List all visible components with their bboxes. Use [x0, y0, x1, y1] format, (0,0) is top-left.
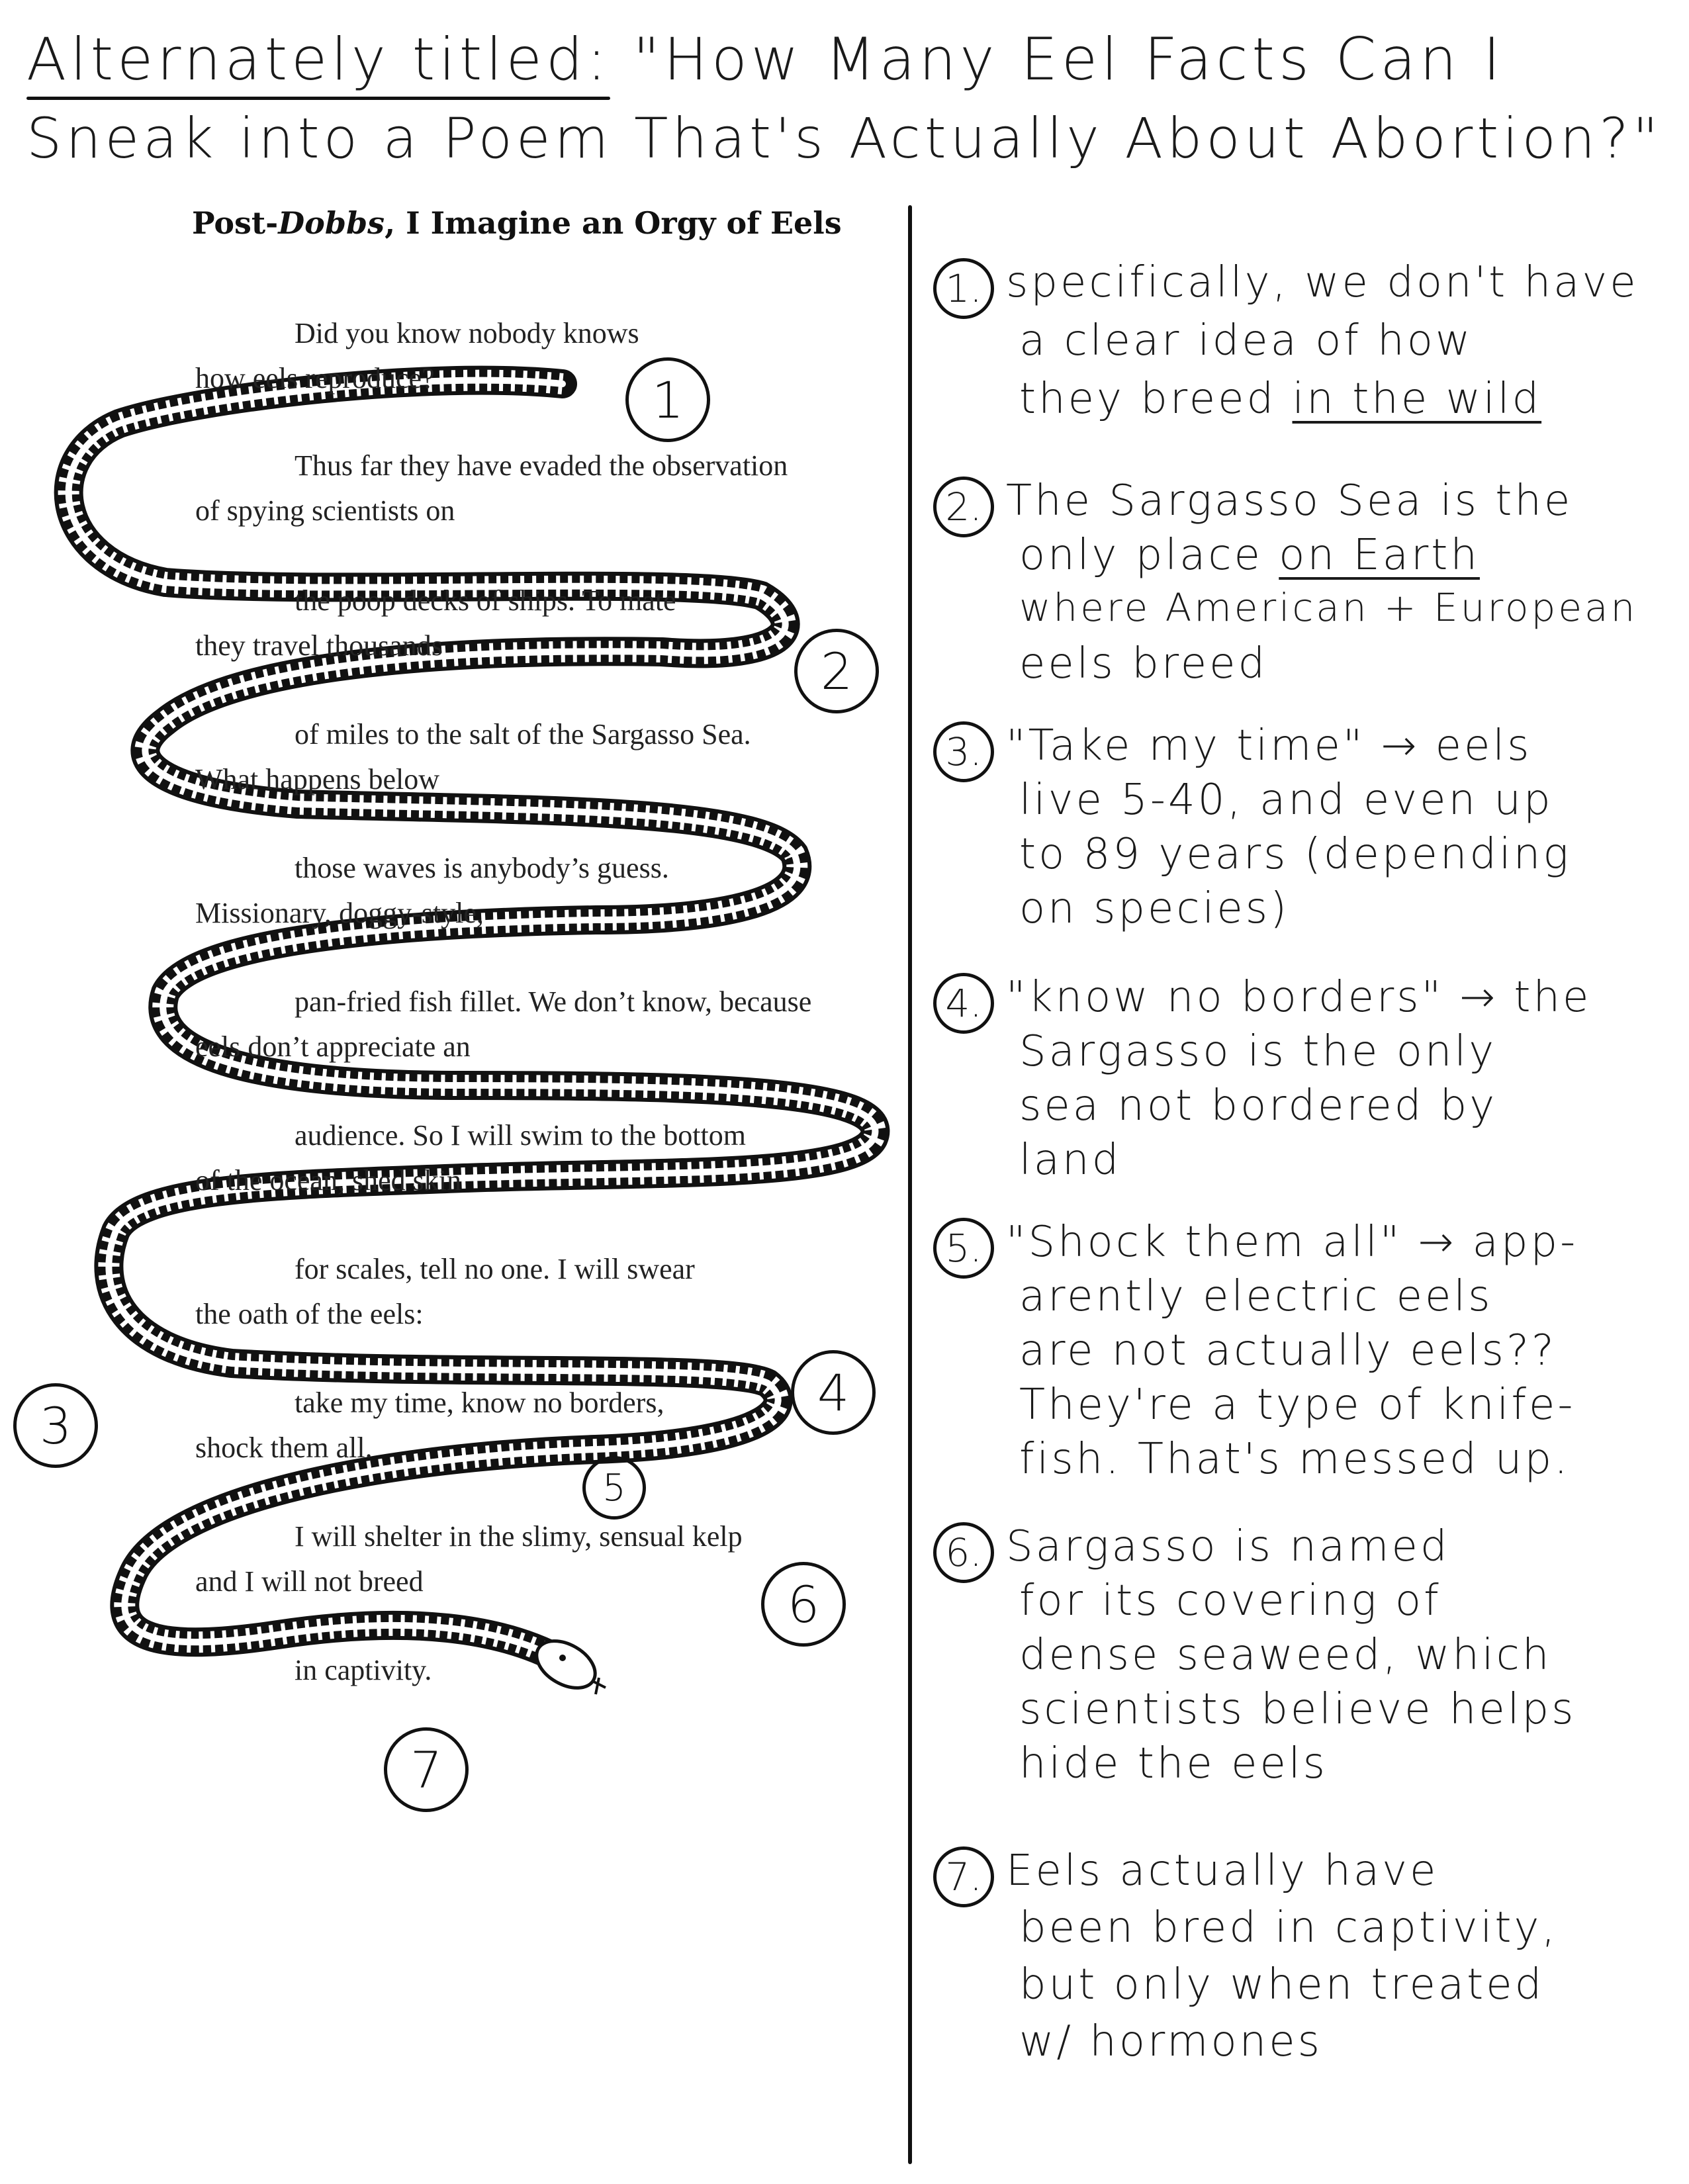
eel-inner-band — [69, 381, 876, 1661]
marker-7: 7 — [384, 1727, 469, 1812]
note-line: Eels actually have — [1006, 1846, 1439, 1895]
poem-line: they travel thousands — [195, 629, 443, 662]
poem-line: take my time, know no borders, — [295, 1387, 664, 1419]
note-line: live 5-40, and even up — [1019, 776, 1553, 825]
note-number: 7. — [933, 1846, 994, 1907]
header-line-2: Sneak into a Poem That's Actually About Abortion?" — [26, 106, 1663, 171]
eel-head — [528, 1631, 606, 1698]
poem-line: pan-fried fish fillet. We don’t know, because — [295, 985, 812, 1018]
poem-line: the oath of the eels: — [195, 1298, 424, 1330]
poem-line: how eels reproduce? — [195, 362, 435, 394]
note-line: dense seaweed, which — [1019, 1631, 1552, 1680]
note-line: "Shock them all" → app- — [1006, 1218, 1578, 1267]
marker-1: 1 — [625, 357, 710, 442]
note-line: land — [1019, 1136, 1122, 1185]
note-line: eels breed — [1019, 639, 1268, 688]
poem-line: of miles to the salt of the Sargasso Sea. — [295, 718, 751, 751]
poem-line: in captivity. — [295, 1654, 432, 1686]
note-number: 2. — [933, 477, 994, 537]
marker-6: 6 — [761, 1562, 846, 1647]
note-number: 3. — [933, 721, 994, 782]
poem-line: audience. So I will swim to the bottom — [295, 1119, 746, 1152]
poem-line: Missionary, doggy-style, — [195, 897, 484, 929]
note-line: scientists believe helps — [1019, 1685, 1576, 1734]
note-line: fish. That's messed up. — [1019, 1435, 1571, 1484]
note-line: w/ hormones — [1019, 2017, 1322, 2066]
note-line: The Sargasso Sea is the — [1006, 477, 1573, 525]
note-line: are not actually eels?? — [1019, 1326, 1557, 1375]
header-title-part-1: "How Many Eel Facts Can I — [633, 25, 1504, 93]
poem-line: those waves is anybody’s guess. — [295, 852, 669, 884]
note-line: hide the eels — [1019, 1739, 1328, 1788]
poem-line: for scales, tell no one. I will swear — [295, 1253, 695, 1285]
note-line: for its covering of — [1019, 1576, 1441, 1625]
note-line: specifically, we don't have — [1006, 258, 1639, 307]
note-line: Sargasso is named — [1006, 1522, 1450, 1571]
poem-title: Post-Dobbs, I Imagine an Orgy of Eels — [192, 205, 842, 241]
note-number: 5. — [933, 1218, 994, 1279]
marker-4: 4 — [791, 1350, 876, 1435]
note-line: on species) — [1019, 884, 1290, 933]
marker-5: 5 — [582, 1456, 646, 1520]
poem-line: of the ocean, shed skin — [195, 1164, 461, 1197]
poem-line: shock them all. — [195, 1432, 373, 1464]
note-number: 1. — [933, 258, 994, 319]
poem-line: Did you know nobody knows — [295, 317, 639, 349]
note-line: sea not bordered by — [1019, 1081, 1498, 1130]
note-line: a clear idea of how — [1019, 316, 1473, 365]
eel-stripe-fill — [69, 381, 876, 1661]
underlined-phrase: on Earth — [1279, 531, 1480, 580]
note-line: They're a type of knife- — [1019, 1381, 1576, 1430]
note-line: been bred in captivity, — [1019, 1903, 1558, 1952]
note-number: 4. — [933, 973, 994, 1034]
underlined-phrase: in the wild — [1292, 375, 1542, 424]
poem-line: Thus far they have evaded the observation — [295, 449, 788, 482]
note-line: Sargasso is the only — [1019, 1027, 1497, 1076]
note-line: they breed in the wild — [1019, 375, 1542, 424]
poem-line: eels don’t appreciate an — [195, 1030, 471, 1063]
poem-line: the poop decks of ships. To mate — [295, 584, 676, 617]
marker-2: 2 — [794, 629, 879, 713]
note-line: "know no borders" → the — [1006, 973, 1592, 1022]
poem-line: What happens below — [195, 763, 439, 796]
note-line: but only when treated — [1019, 1960, 1545, 2009]
poem-line: I will shelter in the slimy, sensual kelp — [295, 1520, 743, 1553]
marker-3: 3 — [13, 1383, 98, 1468]
note-line: arently electric eels — [1019, 1272, 1493, 1321]
note-line: to 89 years (depending — [1019, 830, 1571, 879]
header-prefix: Alternately titled: — [26, 25, 610, 93]
note-line: where American + European — [1019, 585, 1638, 630]
note-line: only place on Earth — [1019, 531, 1480, 580]
note-number: 6. — [933, 1522, 994, 1583]
poem-line: and I will not breed — [195, 1565, 424, 1598]
eel-body — [69, 381, 876, 1661]
page-divider — [908, 205, 912, 2164]
note-line: "Take my time" → eels — [1006, 721, 1532, 770]
poem-line: of spying scientists on — [195, 494, 455, 527]
